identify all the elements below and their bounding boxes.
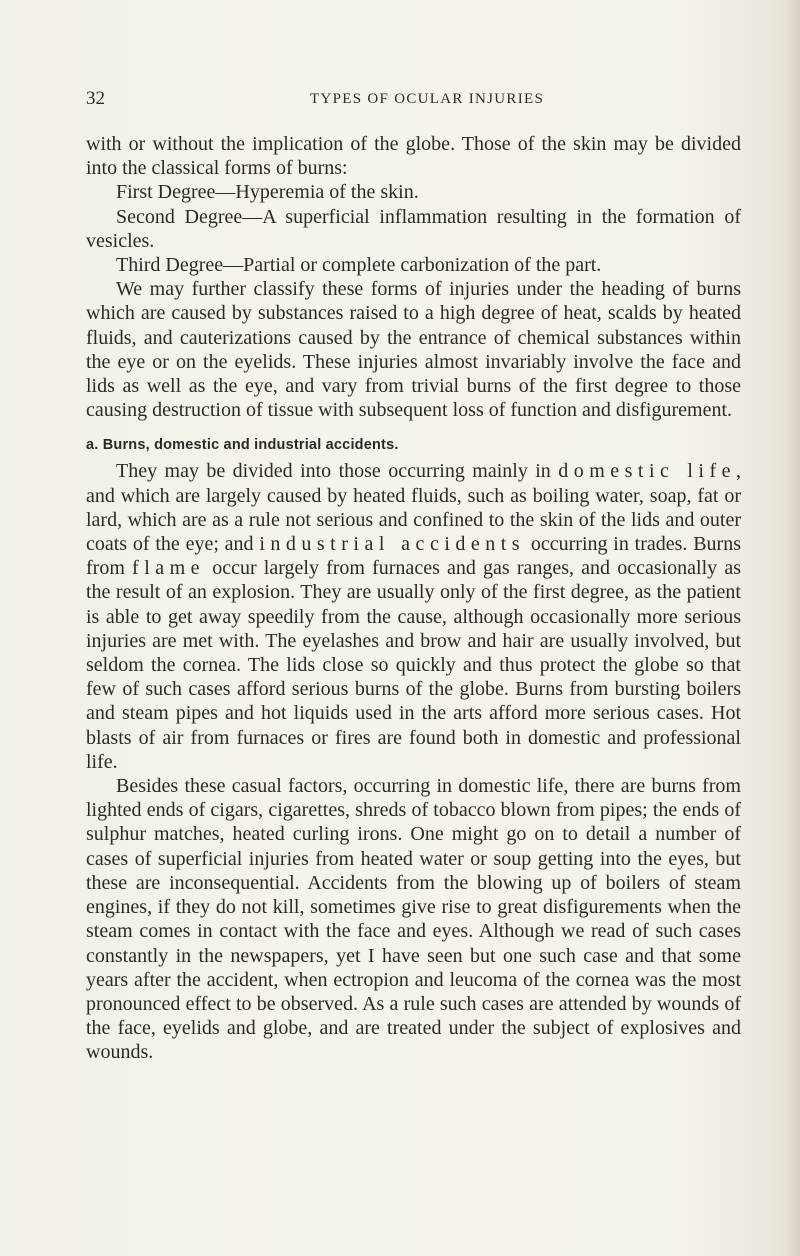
- emphasis-industrial-accidents: industrial accidents: [259, 533, 526, 556]
- paragraph-continuation: with or without the implication of the globe. Those of the skin may be divided into the classical forms of burns:: [86, 133, 741, 180]
- paragraph-third-degree: Third Degree—Partial or complete carbonization of the part.: [116, 254, 602, 277]
- paragraph-first-degree: First Degree—Hyperemia of the skin.: [116, 181, 419, 204]
- paragraph-casual-factors: Besides these casual factors, occurring in domestic life, there are burns from lighted ends of cigars, cigarettes, shreds of tobacco blown from pipes; the ends of sulphur matches, heated curling irons. One might go on to detail a number of cases of superficial injuries from heated water or soup getting into the eyes, but these are inconsequential. Accidents from the blowing up of boilers of steam engines, if they do not kill, sometimes give rise to great disfigurements when the steam comes in contact with the face and eyes. Although we read of such cases constantly in the newspapers, yet I have seen but one such case and that some years after the accident, when ectropion and leucoma of the cornea was the most pronounced effect to be observed. As a rule such cases are attended by wounds of the face, eyelids and globe, and are treated under the subject of explosives and wounds.: [86, 775, 741, 1064]
- emphasis-flame: flame: [132, 557, 206, 580]
- paragraph-burns: [86, 459, 741, 774]
- text-run: , and which are largely caused by heated fluids, such as boiling water, soap, fat or lard, which are as a rule not serious and confined to the skin of the lids and outer coats of the eye; and: [86, 460, 741, 556]
- page-edge-shadow: [786, 0, 800, 1256]
- section-heading: a. Burns, domestic and industrial accidents.: [86, 437, 399, 454]
- page-number: 32: [86, 88, 105, 109]
- text-run: occur largely from furnaces and gas ranges, and occasionally as the result of an explosion. They are usually only of the first degree, as the patient is able to get away speedily from the cause, although occasionally more serious injuries are met with. The eyelashes and brow and hair are usually involved, but seldom the cornea. The lids close so quickly and thus protect the globe so that few of such cases afford serious burns of the globe. Burns from bursting boilers and steam pipes and hot liquids used in the arts afford more serious cases. Hot blasts of air from furnaces or fires are found both in domestic and professional life.: [86, 557, 741, 773]
- paragraph-second-degree: Second Degree—A superficial inflammation resulting in the formation of vesicles.: [86, 205, 741, 252]
- body-text: [86, 132, 741, 1065]
- running-title: TYPES OF OCULAR INJURIES: [310, 91, 545, 107]
- paragraph-classification: We may further classify these forms of injuries under the heading of burns which are caused by substances raised to a high degree of heat, scalds by heated fluids, and cauterizations caused by the entrance of chemical substances within the eye or on the eyelids. These injuries almost invariably involve the face and lids as well as the eye, and vary from trivial burns of the first degree to those causing destruction of tissue with subsequent loss of function and disfigurement.: [86, 278, 741, 422]
- text-run: occurring in trades. Burns from: [86, 533, 741, 580]
- text-run: They may be divided into those occurring mainly in: [116, 460, 559, 483]
- running-head: [86, 88, 741, 112]
- emphasis-domestic-life: domestic life: [558, 460, 736, 483]
